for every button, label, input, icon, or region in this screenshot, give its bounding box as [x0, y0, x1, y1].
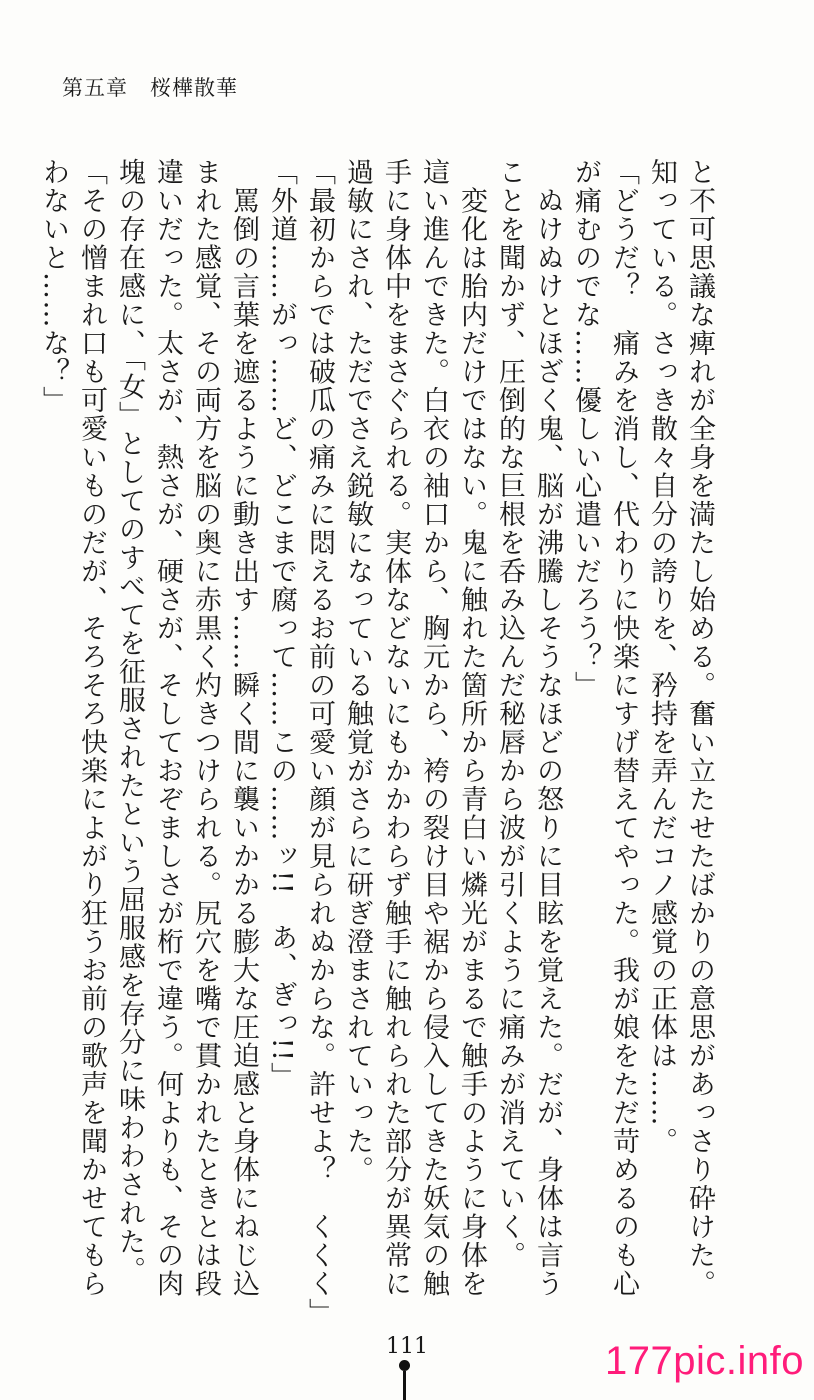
text-line: 「最初からでは破瓜の痛みに悶えるお前の可愛い顔が見られぬからな。許せよ？ くくく」 [304, 158, 335, 1327]
text-line: と不可思議な痺れが全身を満たし始める。奮い立たせたばかりの意思があっさり砕けた。 [684, 158, 715, 1298]
running-header [62, 72, 238, 102]
text-line: ぬけぬけとほざく鬼、脳が沸騰しそうなほどの怒りに目眩を覚えた。だが、身体は言う [532, 158, 563, 1298]
page-marker-dot [399, 1360, 410, 1371]
text-line: ことを聞かず、圧倒的な巨根を呑み込んだ秘唇から波が引くように痛みが消えていく。 [494, 158, 525, 1270]
text-line: 罵倒の言葉を遮るように動き出す……瞬く間に襲いかかる膨大な圧迫感と身体にねじ込 [228, 158, 259, 1298]
text-line: 塊の存在感に、「女」としてのすべてを征服されたという屈服感を存分に味わわされた。 [114, 158, 145, 1285]
text-line: 違いだった。太さが、熱さが、硬さが、そしておぞましさが桁で違う。何よりも、その肉 [152, 158, 183, 1298]
watermark-text: 177pic.info [605, 1339, 804, 1383]
text-line: 「外道……がっ……ど、どこまで腐って……この……ッ!! あ、ぎっ!!」 [266, 158, 297, 1091]
text-line: 「どうだ？ 痛みを消し、代わりに快楽にすげ替えてやった。我が娘をただ苛めるのも心 [608, 158, 639, 1298]
page-number: 111 [386, 1334, 428, 1359]
text-line: わないと……な？」 [38, 158, 69, 415]
page-marker-stem [403, 1371, 406, 1400]
chapter-title: 桜樺散華 [150, 76, 238, 100]
text-line: まれた感覚、その両方を脳の奥に赤黒く灼きつけられる。尻穴を嘴で貫かれたときとは段 [190, 158, 221, 1298]
body-text [38, 158, 718, 1327]
text-line: 過敏にされ、ただでさえ鋭敏になっている触覚がさらに研ぎ澄まされていった。 [342, 158, 373, 1184]
text-line: が痛むのでな……優しい心遣いだろう？」 [570, 158, 601, 700]
text-line: 這い進んできた。白衣の袖口から、胸元から、袴の裂け目や裾から侵入してきた妖気の触 [418, 158, 449, 1298]
text-line: 知っている。さっき散々自分の誇りを、矜持を弄んだコノ感覚の正体は……。 [646, 158, 677, 1156]
text-line: 変化は胎内だけではない。鬼に触れた箇所から青白い燐光がまるで触手のように身体を [456, 158, 487, 1298]
text-line: 「その憎まれ口も可愛いものだが、そろそろ快楽によがり狂うお前の歌声を聞かせてもら [76, 158, 107, 1298]
chapter-label: 第五章 [62, 76, 128, 100]
text-line: 手に身体中をまさぐられる。実体などないにもかかわらず触手に触れられた部分が異常に [380, 158, 411, 1298]
